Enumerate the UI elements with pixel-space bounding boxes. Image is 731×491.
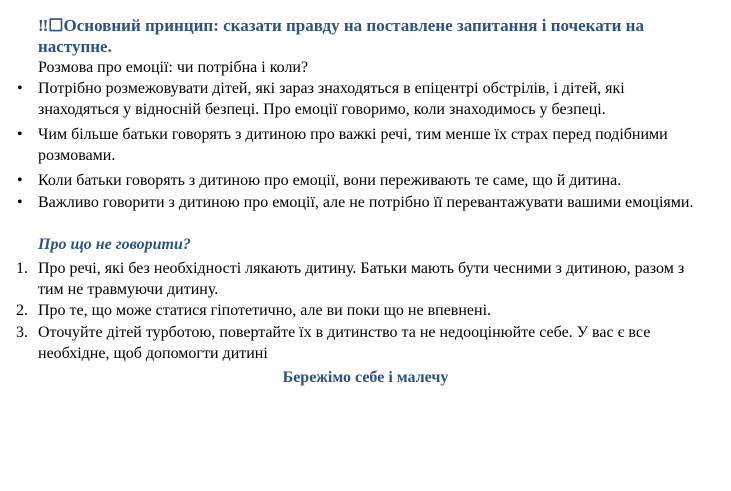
list-number: 1. (16, 260, 28, 277)
bullet-item-4: Важливо говорити з дитиною про емоції, але не потрібно її перевантажувати вашими емоціями. (38, 194, 694, 211)
heading-text: Основний принцип: сказати правду на поставлене запитання і почекати на наступне. (38, 16, 644, 56)
intro-line: Розмова про емоції: чи потрібна і коли? (38, 59, 309, 76)
numbered-item-1: Про речі, які без необхідності лякають дитину. Батьки мають бути чесними з дитиною, разом з тим не травмуючи дитину. (38, 260, 685, 298)
list-number: 2. (16, 302, 28, 319)
main-principle-heading: ‼☐Основний принцип: сказати правду на поставлене запитання і почекати на наступне. (38, 16, 644, 56)
bullet-item-3: Коли батьки говорять з дитиною про емоції, вони переживають те саме, що й дитина. (38, 172, 622, 189)
what-not-to-say-subheading: Про що не говорити? (38, 236, 191, 253)
bullet-icon: • (17, 194, 23, 211)
double-exclamation-icon: ‼ (38, 16, 49, 35)
bullet-icon: • (17, 126, 23, 143)
numbered-item-2: Про те, що може статися гіпотетично, але ви поки що не впевнені. (38, 302, 492, 319)
list-number: 3. (16, 324, 28, 341)
bullet-icon: • (17, 80, 23, 97)
numbered-item-3: Оточуйте дітей турботою, повертайте їх в дитинство та не недооцінюйте себе. У вас є все необхідне, щоб допомогти дитині (38, 324, 651, 362)
bullet-icon: • (17, 172, 23, 189)
bullet-item-2: Чим більше батьки говорять з дитиною про важкі речі, тим менше їх страх перед подібними розмовами. (38, 126, 668, 164)
closing-line: Бережімо себе і малечу (282, 369, 449, 386)
bullet-item-1: Потрібно розмежовувати дітей, які зараз знаходяться в епіцентрі обстрілів, і дітей, які знаходяться у відносній безпеці. Про емоції говоримо, коли знаходимось у безпеці. (38, 80, 625, 118)
